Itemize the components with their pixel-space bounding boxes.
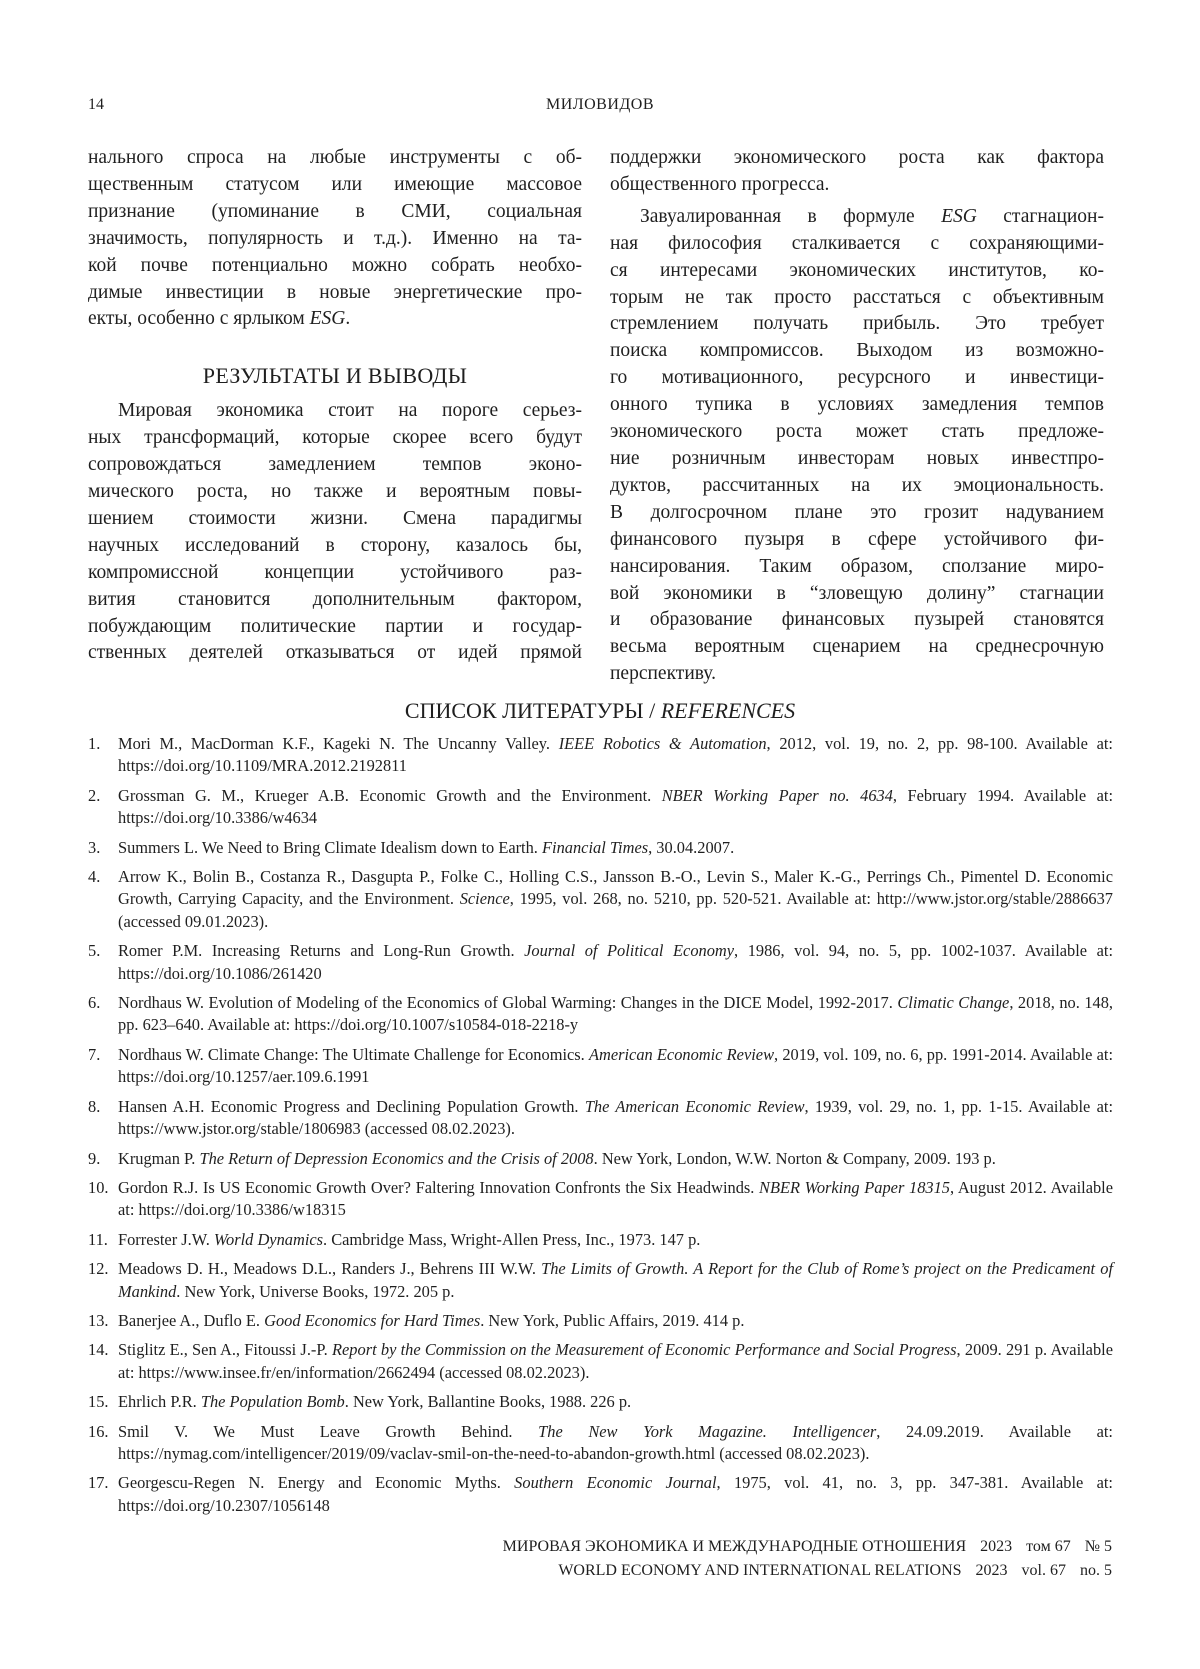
reference-source: Climatic Change <box>897 993 1010 1013</box>
reference-item <box>88 1310 1113 1332</box>
journal-volume: том 67 <box>1026 1538 1071 1555</box>
text-line: побуждающим политические партии и государ- <box>88 615 582 637</box>
reference-item <box>88 1177 1113 1222</box>
text-line <box>610 204 1104 231</box>
reference-authors-title: Mori M., MacDorman K.F., Kageki N. The Uncanny Valley. <box>118 734 559 753</box>
text-line: перспективу. <box>610 663 716 685</box>
running-head-author: МИЛОВИДОВ <box>545 96 655 113</box>
esg-term: ESG <box>941 205 977 227</box>
reference-item <box>88 1339 1113 1384</box>
reference-number: 1. <box>88 734 101 753</box>
text-line: мического роста, но также и вероятным повы- <box>88 480 582 502</box>
text-line: экономического роста может стать предложе- <box>610 421 1104 443</box>
reference-source: The American Economic Review <box>584 1096 805 1116</box>
reference-details: , 2009. 291 p. Available at: https://www.insee.fr/en/information/2662494 (accessed 08.02.2023). <box>118 1340 1113 1382</box>
text-line <box>88 306 582 333</box>
paragraph <box>610 145 1104 199</box>
text-line: признание (упоминание в СМИ, социальная <box>88 200 582 222</box>
text-line: значимость, популярность и т.д.). Именно на та- <box>88 227 582 249</box>
text-line: щественным статусом или имеющие массовое <box>88 173 582 195</box>
text-line: поддержки экономического роста как фактора <box>610 147 1104 168</box>
reference-authors-title: Ehrlich P.R. <box>118 1392 201 1412</box>
reference-item <box>88 1258 1113 1303</box>
reference-authors-title: Forrester J.W. <box>118 1229 214 1249</box>
text-line: го мотивационного, ресурсного и инвестици- <box>610 367 1104 389</box>
reference-source: Science <box>459 889 510 909</box>
reference-source: American Economic Review <box>588 1044 774 1064</box>
text-line: поиска компромиссов. Выходом из возможно- <box>610 340 1104 362</box>
journal-year: 2023 <box>980 1538 1013 1555</box>
text-line: научных исследований в сторону, казалось бы, <box>88 534 582 556</box>
text-line: Мировая экономика стоит на пороге серьез- <box>118 400 582 422</box>
text-line: димые инвестиции в новые энергетические про- <box>88 281 582 303</box>
text-line: ся интересами экономических институтов, ко- <box>610 259 1104 281</box>
reference-authors-title: Arrow K., Bolin B., Costanza R., Dasgupta P., Folke C., Holling C.S., Jansson B.-O., Levin S., Maler K.-G., Perrings Ch., Pimentel D. Economic Growth, Carrying Capacity, and the Environment. <box>118 867 1113 909</box>
references-heading-ru: СПИСОК ЛИТЕРАТУРЫ / <box>404 698 661 723</box>
reference-details: . New York, Ballantine Books, 1988. 226 p. <box>344 1392 632 1412</box>
paragraph <box>88 398 582 667</box>
text-line: кой почве потенциально можно собрать необхо- <box>88 254 582 276</box>
reference-details: , 30.04.2007. <box>648 837 735 857</box>
text-line: онного тупика в условиях замедления темпов <box>610 394 1104 416</box>
reference-source: Good Economics for Hard Times <box>264 1310 481 1330</box>
text-line: общественного прогресса. <box>610 173 830 195</box>
footer-journal-ru <box>489 1538 1112 1556</box>
reference-authors-title: Georgescu-Regen N. Energy and Economic Myths. <box>118 1473 515 1493</box>
reference-authors-title: Nordhaus W. Evolution of Modeling of the Economics of Global Warming: Changes in the DICE Model, 1992-2017. <box>118 993 898 1013</box>
reference-details: , 2019, vol. 109, no. 6, pp. 1991-2014. Available at: https://doi.org/10.1257/aer.109.6.1991 <box>118 1044 1113 1087</box>
page-number: 14 <box>88 96 104 113</box>
text-line: шением стоимости жизни. Смена парадигмы <box>88 507 582 529</box>
reference-authors-title: Nordhaus W. Climate Change: The Ultimate Challenge for Economics. <box>118 1044 589 1064</box>
reference-authors-title: Summers L. We Need to Bring Climate Idealism down to Earth. <box>118 837 543 857</box>
reference-authors-title: Banerjee A., Duflo E. <box>118 1310 265 1330</box>
reference-item <box>88 1096 1113 1141</box>
reference-number: 15. <box>88 1392 109 1412</box>
reference-details: , 24.09.2019. Available at: https://nymag.com/intelligencer/2019/09/vaclav-smil-on-the-need-to-abandon-growth.html (accessed 08.02.2023). <box>118 1421 1113 1463</box>
text-line: ная философия сталкивается с сохраняющими- <box>610 232 1104 254</box>
reference-source: Financial Times <box>542 837 649 857</box>
reference-number: 4. <box>88 867 101 887</box>
reference-item <box>88 992 1113 1037</box>
reference-authors-title: Grossman G. M., Krueger A.B. Economic Growth and the Environment. <box>118 785 662 805</box>
reference-number: 13. <box>88 1310 109 1330</box>
text-span: стагнацион- <box>976 205 1104 227</box>
reference-item <box>88 1472 1113 1517</box>
paragraph <box>88 145 582 333</box>
text-line: весьма вероятным сценарием на среднесрочную <box>610 636 1104 658</box>
reference-authors-title: Meadows D. H., Meadows D.L., Randers J., Behrens III W.W. <box>118 1259 542 1279</box>
reference-item <box>88 1421 1113 1466</box>
section-heading: РЕЗУЛЬТАТЫ И ВЫВОДЫ <box>202 363 468 389</box>
reference-source: Journal of Political Economy <box>524 941 735 961</box>
journal-name-ru: МИРОВАЯ ЭКОНОМИКА И МЕЖДУНАРОДНЫЕ ОТНОШЕНИЯ <box>502 1538 967 1555</box>
reference-source: World Dynamics <box>213 1229 324 1249</box>
text-line: торым не так просто расстаться с объективным <box>610 286 1104 308</box>
reference-details: , 2012, vol. 19, no. 2, pp. 98-100. Available at: https://doi.org/10.1109/MRA.2012.2192811 <box>118 734 1113 776</box>
text-line: вития становится дополнительным фактором, <box>88 588 582 610</box>
reference-authors-title: Hansen A.H. Economic Progress and Declining Population Growth. <box>118 1096 585 1116</box>
journal-issue: no. 5 <box>1080 1562 1112 1579</box>
text-line: сопровождаться замедлением темпов эконо- <box>88 454 582 476</box>
reference-details: , 1995, vol. 268, no. 5210, pp. 520-521. Available at: http://www.jstor.org/stable/2886637 (accessed 09.01.2023). <box>118 889 1113 931</box>
reference-details: , 2018, no. 148, pp. 623–640. Available at: https://doi.org/10.1007/s10584-018-2218-y <box>118 993 1113 1035</box>
reference-number: 7. <box>88 1044 101 1064</box>
text-line: финансового пузыря в сфере устойчивого фи- <box>610 528 1104 550</box>
reference-number: 6. <box>88 993 101 1013</box>
reference-authors-title: Gordon R.J. Is US Economic Growth Over? Faltering Innovation Confronts the Six Headwinds. <box>118 1177 760 1197</box>
text-line: ственных деятелей отказываться от идей прямой <box>88 642 582 664</box>
reference-authors-title: Smil V. We Must Leave Growth Behind. <box>118 1421 539 1441</box>
left-column <box>88 145 582 667</box>
reference-item <box>88 940 1113 985</box>
reference-item <box>88 1391 1113 1413</box>
reference-source: IEEE Robotics & Automation <box>558 734 767 753</box>
text-line: дуктов, рассчитанных на их эмоциональность. <box>610 474 1104 496</box>
reference-details: , 1939, vol. 29, no. 1, pp. 1-15. Available at: https://www.jstor.org/stable/1806983 (accessed 08.02.2023). <box>118 1096 1113 1139</box>
text-line: ных трансформаций, которые скорее всего будут <box>88 427 582 449</box>
reference-source: Southern Economic Journal <box>514 1473 717 1493</box>
journal-name-en: WORLD ECONOMY AND INTERNATIONAL RELATIONS <box>558 1562 962 1579</box>
reference-details: . Cambridge Mass, Wright-Allen Press, Inc., 1973. 147 p. <box>323 1229 701 1249</box>
reference-authors-title: Stiglitz E., Sen A., Fitoussi J.-P. <box>118 1340 333 1360</box>
reference-source: The Population Bomb <box>200 1392 345 1412</box>
reference-item <box>88 1229 1113 1251</box>
reference-item <box>88 1044 1113 1089</box>
text-line: ние розничным инвесторам новых инвестпро- <box>610 447 1104 469</box>
text-line: компромиссной концепции устойчивого раз- <box>88 561 582 583</box>
journal-year: 2023 <box>975 1562 1008 1579</box>
text-line: стремлением получать прибыль. Это требует <box>610 313 1104 335</box>
text-span: Завуалированная в формуле <box>640 205 942 227</box>
text-line: и образование финансовых пузырей становятся <box>610 609 1104 631</box>
reference-source: The Return of Depression Economics and the Crisis of 2008 <box>199 1148 594 1168</box>
reference-item <box>88 866 1113 933</box>
reference-details: . New York, London, W.W. Norton & Company, 2009. 193 p. <box>593 1148 996 1168</box>
footer-journal-en <box>544 1562 1112 1580</box>
reference-number: 16. <box>88 1421 109 1441</box>
reference-number: 10. <box>88 1177 109 1197</box>
reference-number: 17. <box>88 1473 109 1493</box>
reference-details: , August 2012. Available at: https://doi.org/10.3386/w18315 <box>118 1177 1113 1220</box>
esg-term: ESG <box>309 308 346 330</box>
reference-list <box>88 733 1113 1524</box>
reference-source: NBER Working Paper no. 4634 <box>661 785 893 805</box>
reference-source: Report by the Commission on the Measurement of Economic Performance and Social Progress <box>332 1340 957 1360</box>
reference-item <box>88 733 1113 778</box>
reference-details: , February 1994. Available at: https://doi.org/10.3386/w4634 <box>118 785 1113 828</box>
text-line: нального спроса на любые инструменты с об- <box>88 147 582 168</box>
text-line: вой экономики в “зловещую долину” стагнации <box>610 582 1104 604</box>
reference-details: . New York, Public Affairs, 2019. 414 p. <box>480 1310 745 1330</box>
reference-details: , 1986, vol. 94, no. 5, pp. 1002-1037. Available at: https://doi.org/10.1086/261420 <box>118 941 1114 983</box>
reference-item <box>88 785 1113 830</box>
reference-source: NBER Working Paper 18315 <box>759 1177 950 1197</box>
reference-number: 3. <box>88 837 101 857</box>
text-line: нансирования. Таким образом, сползание миро- <box>610 555 1104 577</box>
reference-number: 9. <box>88 1148 101 1168</box>
reference-number: 2. <box>88 785 101 805</box>
reference-details: , 1975, vol. 41, no. 3, pp. 347-381. Available at: https://doi.org/10.2307/1056148 <box>118 1473 1113 1515</box>
references-heading <box>0 698 1200 724</box>
text-span: екты, особенно с ярлыком <box>88 308 310 330</box>
reference-number: 8. <box>88 1096 101 1116</box>
text-line: В долгосрочном плане это грозит надуванием <box>610 501 1104 523</box>
reference-details: . New York, Universe Books, 1972. 205 p. <box>176 1281 455 1301</box>
journal-issue: № 5 <box>1084 1538 1112 1555</box>
reference-number: 5. <box>88 941 101 961</box>
reference-number: 14. <box>88 1340 109 1360</box>
reference-authors-title: Krugman P. <box>118 1148 200 1168</box>
reference-item <box>88 1148 1113 1170</box>
paragraph <box>610 204 1104 688</box>
right-column <box>610 145 1104 688</box>
reference-number: 11. <box>88 1229 108 1249</box>
text-span: . <box>345 308 351 330</box>
reference-item <box>88 837 1113 859</box>
references-heading-en: REFERENCES <box>660 698 796 723</box>
running-header <box>88 96 1112 120</box>
reference-number: 12. <box>88 1259 109 1279</box>
reference-source: The New York Magazine. Intelligencer <box>538 1421 877 1441</box>
journal-volume: vol. 67 <box>1021 1562 1066 1579</box>
reference-source: The Limits of Growth. A Report for the Club of Rome’s project on the Predicament of Mankind <box>118 1259 1113 1301</box>
reference-authors-title: Romer P.M. Increasing Returns and Long-Run Growth. <box>118 941 525 961</box>
